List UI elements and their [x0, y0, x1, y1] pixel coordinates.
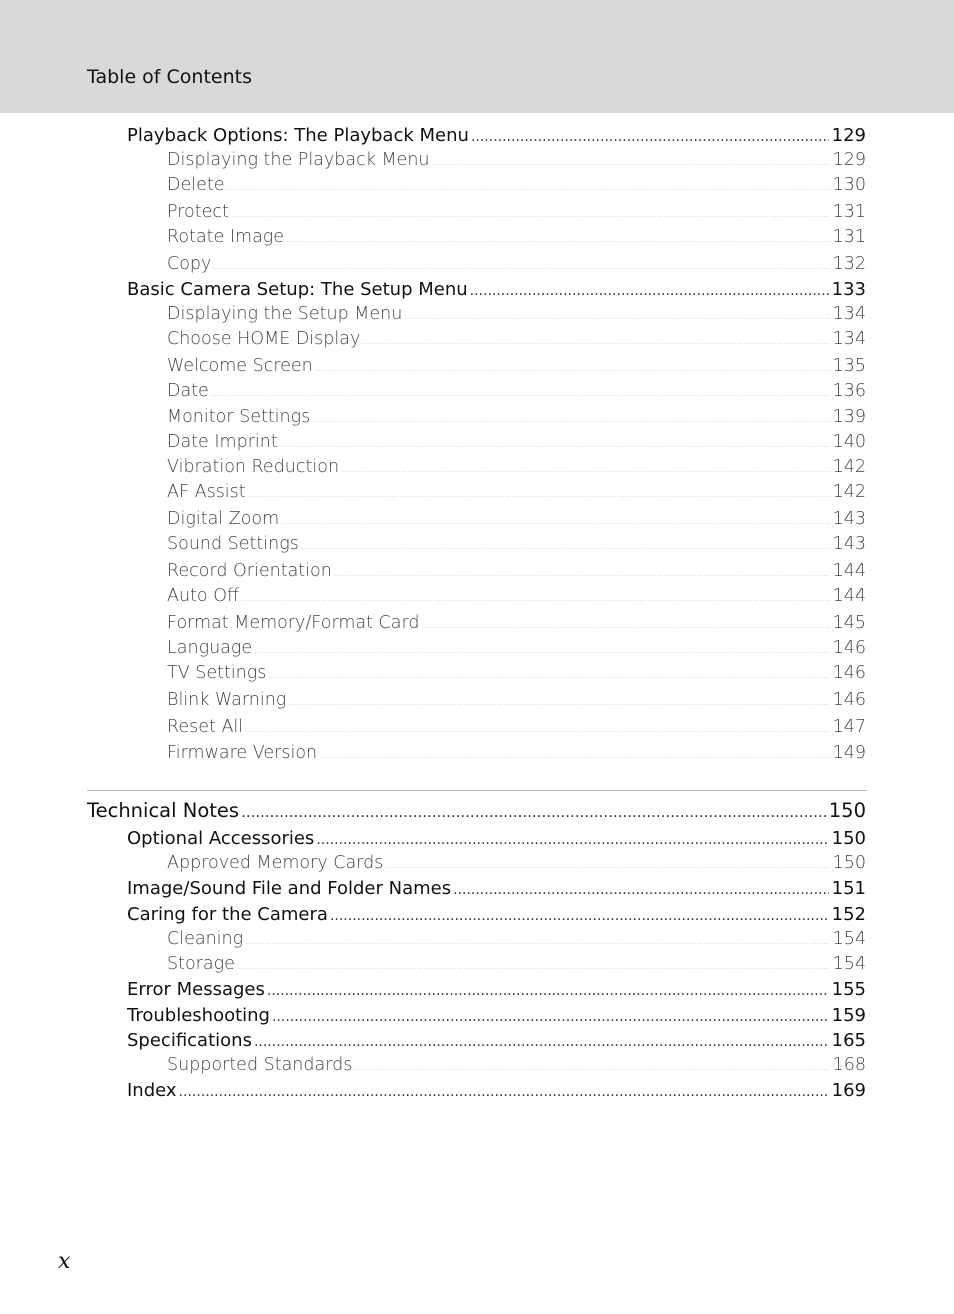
toc-entry-page: 143: [832, 534, 866, 554]
toc-entry-page: 145: [832, 613, 866, 633]
toc-entry-title: Playback Options: The Playback Menu: [127, 125, 469, 146]
toc-entry[interactable]: [127, 125, 866, 146]
toc-leader-dots: [211, 389, 830, 399]
toc-entry-page: 139: [832, 407, 866, 427]
toc-entry-page: 150: [831, 828, 866, 849]
toc-entry[interactable]: [127, 1080, 866, 1101]
toc-leader-dots: [231, 210, 830, 220]
toc-entry-page: 144: [832, 586, 866, 606]
toc-leader-dots: [241, 803, 826, 821]
toc-entry-page: 149: [832, 743, 866, 763]
toc-entry-page: 135: [832, 356, 866, 376]
toc-entry-title: Supported Standards: [167, 1055, 353, 1075]
toc-leader-dots: [330, 908, 829, 924]
toc-entry[interactable]: [127, 1030, 866, 1051]
toc-entry[interactable]: [127, 828, 866, 849]
toc-entry[interactable]: [167, 586, 866, 606]
toc-leader-dots: [354, 1063, 829, 1073]
toc-leader-dots: [281, 517, 829, 527]
toc-leader-dots: [245, 937, 829, 947]
toc-leader-dots: [362, 337, 829, 347]
toc-entry-page: 152: [831, 904, 866, 925]
toc-entry-title: Language: [167, 638, 253, 658]
page-header: [0, 0, 954, 113]
toc-entry-page: 131: [832, 202, 866, 222]
toc-entry[interactable]: [127, 279, 866, 300]
toc-entry-title: Choose HOME Display: [167, 329, 361, 349]
section-divider: [87, 790, 867, 791]
toc-entry[interactable]: [167, 690, 866, 710]
toc-entry-page: 144: [832, 561, 866, 581]
toc-entry[interactable]: [167, 613, 866, 633]
toc-entry-page: 150: [832, 853, 866, 873]
toc-entry-page: 134: [832, 304, 866, 324]
toc-entry-title: Caring for the Camera: [127, 904, 328, 925]
toc-entry[interactable]: [167, 407, 866, 427]
toc-leader-dots: [280, 440, 830, 450]
toc-entry-title: Firmware Version: [167, 743, 318, 763]
toc-leader-dots: [385, 861, 829, 871]
toc-entry-title: Record Orientation: [167, 561, 332, 581]
toc-entry-title: Specifications: [127, 1030, 252, 1051]
toc-entry-title: Welcome Screen: [167, 356, 313, 376]
toc-leader-dots: [341, 465, 830, 475]
toc-leader-dots: [471, 129, 829, 145]
toc-entry-title: Technical Notes: [87, 799, 240, 822]
toc-entry-page: 154: [832, 954, 866, 974]
toc-leader-dots: [268, 671, 829, 681]
toc-leader-dots: [272, 1009, 829, 1025]
toc-leader-dots: [301, 542, 830, 552]
toc-entry[interactable]: [167, 663, 866, 683]
toc-entry-page: 134: [832, 329, 866, 349]
toc-entry-title: Protect: [167, 202, 229, 222]
toc-entry-page: 142: [832, 482, 866, 502]
toc-entry-title: Index: [127, 1080, 177, 1101]
toc-entry[interactable]: [167, 227, 866, 247]
toc-entry-title: TV Settings: [167, 663, 267, 683]
toc-entry-page: 132: [832, 254, 866, 274]
toc-entry[interactable]: [167, 175, 866, 195]
toc-entry-page: 154: [832, 929, 866, 949]
toc-entry[interactable]: [127, 878, 866, 899]
toc-entry[interactable]: [167, 457, 866, 477]
toc-entry-page: 146: [832, 638, 866, 658]
toc-entry[interactable]: [167, 717, 866, 737]
toc-entry-title: Monitor Settings: [167, 407, 311, 427]
toc-entry-page: 146: [832, 690, 866, 710]
toc-entry[interactable]: [167, 381, 866, 401]
toc-entry-page: 155: [831, 979, 866, 1000]
toc-entry[interactable]: [167, 509, 866, 529]
toc-entry[interactable]: [167, 743, 866, 763]
toc-leader-dots: [286, 235, 830, 245]
toc-leader-dots: [254, 646, 829, 656]
toc-entry[interactable]: [167, 1055, 866, 1075]
page-title: Table of Contents: [87, 66, 252, 88]
toc-entry-page: 131: [832, 227, 866, 247]
toc-entry-title: Image/Sound File and Folder Names: [127, 878, 452, 899]
toc-entry-title: Date: [167, 381, 209, 401]
toc-leader-dots: [404, 312, 829, 322]
toc-entry-title: Delete: [167, 175, 225, 195]
toc-entry-page: 159: [831, 1005, 866, 1026]
toc-entry-title: Basic Camera Setup: The Setup Menu: [127, 279, 468, 300]
toc-entry-title: Copy: [167, 254, 212, 274]
toc-entry-page: 140: [832, 432, 866, 452]
toc-entry-title: Displaying the Setup Menu: [167, 304, 403, 324]
toc-entry[interactable]: [167, 329, 866, 349]
toc-entry-title: Troubleshooting: [127, 1005, 270, 1026]
toc-entry[interactable]: [167, 929, 866, 949]
toc-entry-page: 168: [832, 1055, 866, 1075]
page-number: x: [58, 1249, 71, 1274]
toc-entry-page: 136: [832, 381, 866, 401]
toc-entry-page: 169: [831, 1080, 866, 1101]
toc-entry-title: Error Messages: [127, 979, 265, 1000]
toc-entry[interactable]: [167, 561, 866, 581]
toc-leader-dots: [227, 183, 830, 193]
toc-entry-page: 142: [832, 457, 866, 477]
toc-entry-title: Storage: [167, 954, 235, 974]
toc-leader-dots: [241, 594, 830, 604]
toc-entry-page: 129: [832, 150, 866, 170]
toc-leader-dots: [421, 621, 829, 631]
toc-entry[interactable]: [167, 150, 866, 170]
toc-entry-page: 130: [832, 175, 866, 195]
toc-leader-dots: [288, 698, 829, 708]
toc-leader-dots: [470, 283, 829, 299]
toc-entry-title: Approved Memory Cards: [167, 853, 384, 873]
toc-entry[interactable]: [167, 853, 866, 873]
toc-entry-title: Format Memory/Format Card: [167, 613, 420, 633]
toc-entry[interactable]: [87, 799, 866, 822]
toc-entry-title: Displaying the Playback Menu: [167, 150, 430, 170]
toc-entry[interactable]: [167, 638, 866, 658]
toc-leader-dots: [334, 569, 830, 579]
toc-entry[interactable]: [167, 254, 866, 274]
toc-entry-title: Vibration Reduction: [167, 457, 340, 477]
toc-entry-page: 151: [831, 878, 866, 899]
toc-entry-page: 165: [831, 1030, 866, 1051]
toc-entry[interactable]: [127, 979, 866, 1000]
toc-entry-title: Blink Warning: [167, 690, 287, 710]
toc-entry-title: Cleaning: [167, 929, 244, 949]
toc-entry[interactable]: [167, 202, 866, 222]
toc-entry[interactable]: [167, 534, 866, 554]
toc-leader-dots: [453, 882, 829, 898]
toc-entry-title: Rotate Image: [167, 227, 285, 247]
toc-entry-page: 129: [831, 125, 866, 146]
toc-entry-title: Optional Accessories: [127, 828, 315, 849]
toc-entry-title: Sound Settings: [167, 534, 299, 554]
toc-entry-title: Date Imprint: [167, 432, 278, 452]
toc-entry[interactable]: [127, 1005, 866, 1026]
toc-entry-title: Digital Zoom: [167, 509, 280, 529]
toc-entry-title: Reset All: [167, 717, 244, 737]
toc-entry[interactable]: [167, 482, 866, 502]
toc-leader-dots: [254, 1034, 829, 1050]
toc-entry-page: 150: [828, 799, 866, 822]
toc-leader-dots: [319, 751, 829, 761]
toc-leader-dots: [213, 262, 829, 272]
toc-leader-dots: [315, 364, 830, 374]
toc-leader-dots: [432, 158, 830, 168]
toc-entry[interactable]: [127, 904, 866, 925]
toc-entry-title: Auto Off: [167, 586, 240, 606]
toc-entry[interactable]: [167, 356, 866, 376]
toc-leader-dots: [316, 832, 828, 848]
toc-entry-page: 146: [832, 663, 866, 683]
toc-entry-page: 147: [832, 717, 866, 737]
toc-entry-title: AF Assist: [167, 482, 246, 502]
toc-entry[interactable]: [167, 954, 866, 974]
toc-entry[interactable]: [167, 432, 866, 452]
toc-entry-page: 133: [831, 279, 866, 300]
toc-leader-dots: [245, 725, 829, 735]
toc-leader-dots: [237, 962, 830, 972]
toc-leader-dots: [179, 1084, 829, 1100]
toc-leader-dots: [248, 490, 830, 500]
toc-leader-dots: [312, 415, 829, 425]
toc-entry[interactable]: [167, 304, 866, 324]
toc-entry-page: 143: [832, 509, 866, 529]
toc-leader-dots: [267, 983, 829, 999]
